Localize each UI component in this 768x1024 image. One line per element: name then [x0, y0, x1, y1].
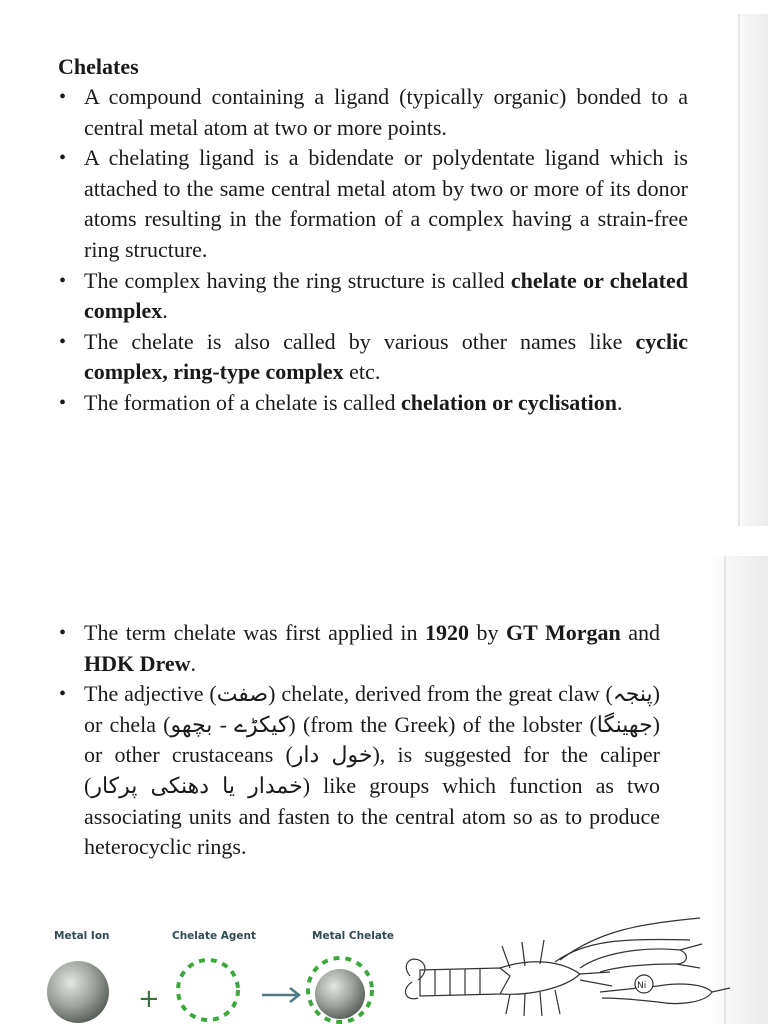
bullet-item: [58, 388, 688, 419]
metal-ion-label: Metal Ion: [54, 930, 110, 942]
chelate-agent-ring: [178, 960, 238, 1020]
bullet-text: by: [468, 620, 507, 645]
metal-ion-sphere: [47, 961, 109, 1023]
history-bullet-list: [58, 618, 660, 863]
bullet-item: [58, 618, 660, 679]
page-edge-line: [738, 14, 740, 526]
bullet-text: .: [162, 298, 168, 324]
bullet-item: [58, 82, 688, 143]
diagram-graphic: [40, 910, 740, 1024]
chelate-agent-label: Chelate Agent: [172, 930, 257, 942]
bold-term: GT Morgan: [506, 620, 621, 645]
section-title: Chelates: [58, 54, 139, 79]
ni-label: Ni: [637, 981, 647, 991]
metal-chelate-label: Metal Chelate: [312, 930, 395, 942]
history-section: [58, 618, 660, 863]
bullet-text: The chelate is also called by various other names like: [84, 328, 636, 354]
bold-term: chelation or cyclisation: [401, 389, 617, 415]
bullet-text: etc.: [343, 359, 381, 385]
lobster-icon: [405, 918, 730, 1016]
bullet-item: [58, 266, 688, 327]
bullet-text: The formation of a chelate is called: [84, 389, 402, 415]
bullet-text: and: [620, 620, 661, 645]
reaction-arrow-icon: [262, 988, 299, 1002]
bold-term: 1920: [424, 620, 469, 645]
bullet-item: [58, 143, 688, 265]
chelation-diagram: [40, 910, 740, 1024]
chelates-bullet-list: [58, 82, 688, 419]
bullet-text: .: [190, 650, 197, 676]
bullet-item: [58, 679, 660, 863]
bullet-text: The term chelate was first applied in: [84, 620, 425, 645]
bold-term: cyclic complex, ring-type complex: [84, 328, 688, 385]
bullet-text: The complex having the ring structure is called: [84, 267, 511, 293]
bullet-text: The adjective (صفت) chelate, derived from the great claw (پنجہ) or chela (کیکڑے - بچھو) (from the Greek) of the lobster (جھینگا) or other crustaceans (خول دار), is suggested for the caliper (خمدار یا دھنکی پرکار) like groups which function as two associating units and fasten to the central atom so as to produce heterocyclic rings.: [84, 681, 661, 860]
metal-chelate-sphere: [315, 969, 365, 1019]
bold-term: chelate or chelated complex: [84, 267, 688, 324]
bullet-text: A compound containing a ligand (typically organic) bonded to a central metal atom at two or more points.: [84, 84, 688, 140]
bullet-text: .: [616, 389, 623, 415]
chelates-section: [58, 52, 688, 419]
bold-term: HDK Drew: [84, 650, 191, 676]
bullet-text: A chelating ligand is a bidendate or polydentate ligand which is attached to the same central metal atom by two or more of its donor atoms resulting in the formation of a complex having a strain-free ring structure.: [84, 145, 688, 262]
plus-sign: +: [138, 984, 160, 1014]
bullet-item: [58, 327, 688, 388]
